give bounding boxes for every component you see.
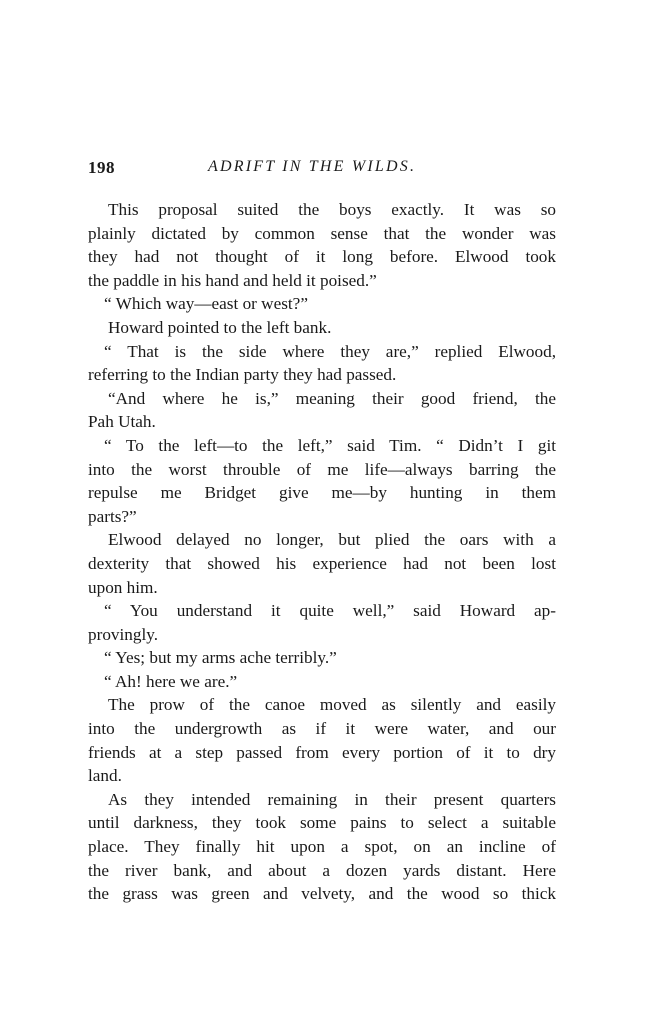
page-number: 198 — [88, 158, 115, 177]
text-line: into the worst throuble of me life—always barring the — [88, 459, 556, 479]
text-line: the grass was green and velvety, and the wood so thick — [88, 884, 556, 904]
text-line: As they intended remaining in their present quarters — [108, 789, 556, 809]
text-line: “ To the left—to the left,” said Tim. “ Didn’t I git — [104, 435, 556, 455]
text-line: dexterity that showed his experience had not been lost — [88, 553, 556, 573]
text-line: referring to the Indian party they had passed. — [88, 365, 397, 385]
text-line: Howard pointed to the left bank. — [108, 317, 332, 337]
text-line: “And where he is,” meaning their good friend, the — [108, 388, 556, 408]
text-line: “ Which way—east or west?” — [104, 294, 308, 314]
text-line: “ That is the side where they are,” replied Elwood, — [104, 341, 556, 361]
text-line: the river bank, and about a dozen yards distant. Here — [88, 860, 556, 880]
text-line: Pah Utah. — [88, 412, 156, 432]
text-line: repulse me Bridget give me—by hunting in them — [88, 483, 556, 503]
running-head: ADRIFT IN THE WILDS. — [208, 158, 417, 175]
text-line: friends at a step passed from every portion of it to dry — [88, 742, 556, 762]
page-header — [88, 158, 558, 182]
text-line: plainly dictated by common sense that the wonder was — [88, 223, 556, 243]
text-line: land. — [88, 766, 122, 786]
text-line: upon him. — [88, 577, 158, 597]
text-line: parts?” — [88, 506, 137, 526]
text-line: place. They finally hit upon a spot, on an incline of — [88, 837, 556, 857]
text-line: the paddle in his hand and held it poised.” — [88, 270, 377, 290]
text-line: they had not thought of it long before. Elwood took — [88, 247, 556, 267]
text-line: The prow of the canoe moved as silently and easily — [108, 695, 556, 715]
text-line: into the undergrowth as if it were water, and our — [88, 719, 556, 739]
text-line: provingly. — [88, 624, 159, 644]
text-line: “ Ah! here we are.” — [104, 671, 238, 691]
text-line: “ Yes; but my arms ache terribly.” — [104, 648, 337, 668]
text-line: This proposal suited the boys exactly. It was so — [108, 200, 556, 219]
text-line: Elwood delayed no longer, but plied the oars with a — [108, 530, 556, 550]
text-line: “ You understand it quite well,” said Howard ap- — [104, 601, 556, 621]
text-line: until darkness, they took some pains to select a suitable — [88, 813, 556, 833]
body-text — [88, 198, 556, 906]
